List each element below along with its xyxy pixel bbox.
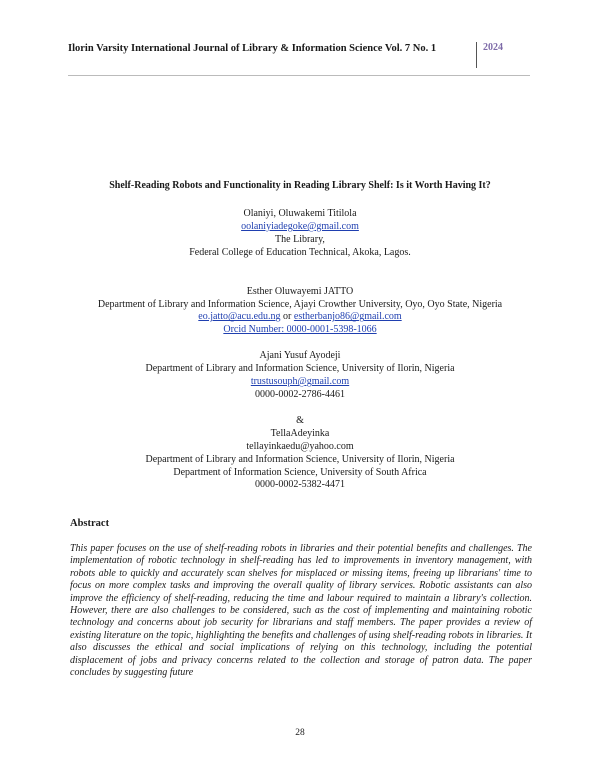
author-3-dept: Department of Library and Information Science, University of Ilorin, Nigeria bbox=[145, 363, 455, 375]
author-4-dept-1: Department of Library and Information Science, University of Ilorin, Nigeria bbox=[145, 453, 455, 465]
journal-year: 2024 bbox=[483, 42, 503, 53]
author-1-institution: Federal College of Education Technical, Akoka, Lagos. bbox=[189, 246, 411, 258]
journal-title: Ilorin Varsity International Journal of Library & Information Science Vol. 7 No. 1 bbox=[68, 43, 437, 54]
author-3-orcid: 0000-0002-2786-4461 bbox=[255, 388, 345, 400]
author-4-email: tellayinkaedu@yahoo.com bbox=[246, 440, 354, 452]
running-header bbox=[68, 42, 530, 74]
author-4-name: TellaAdeyinka bbox=[270, 427, 330, 439]
abstract-heading: Abstract bbox=[70, 518, 110, 529]
author-4-orcid: 0000-0002-5382-4471 bbox=[255, 479, 345, 491]
or-text: or bbox=[280, 311, 294, 323]
abstract-text: This paper focuses on the use of shelf-reading robots in libraries and their potential benefits and challenges. The implementation of robotic technology in shelf-reading has led to improvements in inventory management, with robots able to quickly and accurately scan shelves for misplaced or missing items, freeing up librarians' time to focus on more complex tasks and improving the overall quality of library services. Robotic assistants can also improve the efficiency of shelf-reading, reducing the time and labour required to maintain a library's collection. However, there are also challenges to be considered, such as the cost of implementing and maintaining robotic technology and concerns about job security for librarians and staff members. The paper provides a review of existing literature on the topic, highlighting the benefits and challenges of using shelf-reading robots in libraries. It also discusses the ethical and social implications of relying on this technology, including the potential displacement of jobs and privacy concerns related to the collection and storage of patron data. The paper concludes by suggesting future bbox=[70, 543, 532, 679]
author-1-name: Olaniyi, Oluwakemi Titilola bbox=[243, 208, 357, 219]
author-1-dept: The Library, bbox=[275, 233, 325, 245]
header-rule bbox=[68, 75, 530, 76]
author-2-email-link[interactable]: eo.jatto@acu.edu.ng bbox=[198, 311, 281, 323]
author-2-orcid-link[interactable]: Orcid Number: 0000-0001-5398-1066 bbox=[223, 324, 377, 336]
ampersand: & bbox=[296, 414, 304, 426]
author-2-dept: Department of Library and Information Science, Ajayi Crowther University, Oyo, Oyo State, Nigeria bbox=[97, 298, 503, 310]
paper-title: Shelf-Reading Robots and Functionality in Reading Library Shelf: Is it Worth Having It? bbox=[109, 180, 491, 191]
author-2-alt-email-link[interactable]: estherbanjo86@gmail.com bbox=[293, 311, 402, 323]
page-number: 28 bbox=[295, 728, 305, 738]
header-divider bbox=[476, 42, 477, 68]
author-block bbox=[60, 208, 540, 492]
author-2-name: Esther Oluwayemi JATTO bbox=[246, 285, 354, 297]
author-3-name: Ajani Yusuf Ayodeji bbox=[259, 350, 341, 362]
author-1-email-link[interactable]: oolaniyiadegoke@gmail.com bbox=[241, 220, 359, 232]
author-3-email-link[interactable]: trustusouph@gmail.com bbox=[250, 376, 350, 388]
author-4-dept-2: Department of Information Science, University of South Africa bbox=[173, 466, 427, 478]
